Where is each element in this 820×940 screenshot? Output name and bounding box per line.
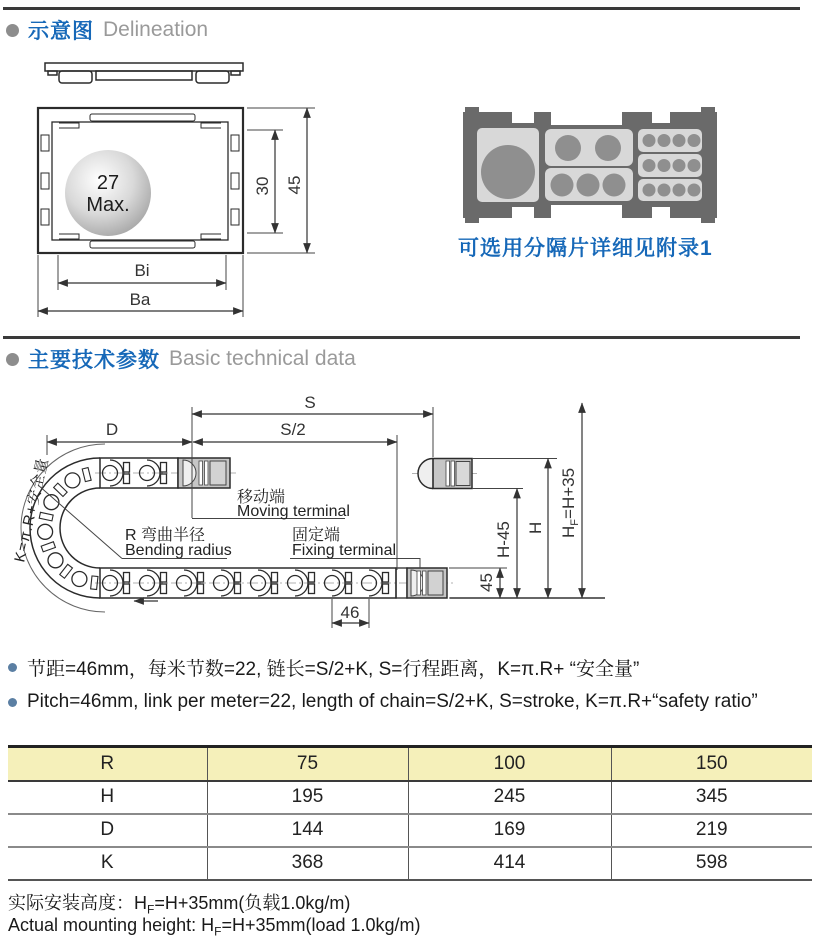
top-divider [3, 7, 800, 10]
table-cell: D [100, 819, 115, 840]
table-cell: 195 [207, 781, 408, 814]
table-header-cell: 75 [207, 747, 408, 781]
section1-bullet-icon [6, 24, 19, 37]
footer-note-en [8, 915, 421, 939]
note-bullet-icon [8, 698, 17, 707]
footer-zh-prefix: 实际安装高度：H [8, 893, 147, 913]
separator-caption: 可选用分隔片详细见附录1 [458, 237, 713, 260]
technical-data-table [8, 745, 812, 881]
bend-radius-label-en: Bending radius [125, 542, 232, 559]
chain-diagram [0, 385, 820, 645]
bend-radius-label-zh: R 弯曲半径 [125, 527, 206, 544]
dim-d-label: D [105, 420, 119, 439]
footer-zh-sub: F [147, 902, 155, 917]
dim-h-label: H [526, 521, 545, 534]
dim-s-label: S [304, 393, 316, 412]
dim-s-half-label: S/2 [280, 420, 306, 439]
end-bracket-drawing [418, 459, 472, 489]
table-cell: 169 [408, 814, 611, 847]
section1-header [6, 15, 208, 45]
table-row [8, 814, 812, 847]
footer-en-prefix: Actual mounting height: H [8, 915, 215, 935]
separator-illustration [455, 100, 745, 230]
cross-section-diagram [15, 55, 365, 325]
fixing-terminal-label-zh: 固定端 [292, 527, 341, 544]
section1-title-zh: 示意图 [28, 20, 94, 43]
k-formula-label: K=π.R+安全量 [11, 455, 52, 564]
table-cell: K [100, 852, 114, 873]
section1-title-en: Delineation [103, 18, 209, 41]
table-header-cell: 100 [408, 747, 611, 781]
section2-title-zh: 主要技术参数 [28, 349, 160, 372]
section2-divider [3, 336, 800, 339]
note-bullet-icon [8, 663, 17, 672]
table-header-row [8, 747, 812, 781]
table-header-cell: R [100, 752, 115, 774]
note-line-en: Pitch=46mm, link per meter=22, length of chain=S/2+K, S=stroke, K=π.R+“safety ratio” [27, 691, 758, 712]
table-cell: 368 [207, 847, 408, 880]
dim-h45-label: H-45 [494, 521, 513, 558]
dim-outer-height-label: 45 [285, 175, 304, 195]
table-row [8, 781, 812, 814]
table-cell: 414 [408, 847, 611, 880]
cover-strip-drawing [45, 63, 243, 83]
dim-hf-label: $H_F=H+35$ [559, 467, 581, 538]
note-line-zh: 节距=46mm，每米节数=22, 链长=S/2+K, S=行程距离，K=π.R+ “安全量” [27, 659, 640, 680]
fixing-terminal-label-en: Fixing terminal [292, 542, 397, 559]
dim-45-label: 45 [477, 573, 496, 592]
table-row [8, 847, 812, 880]
table-cell: H [100, 786, 115, 807]
dim-46-label: 46 [340, 603, 360, 622]
dim-inner-height-label: 30 [253, 176, 272, 196]
moving-terminal-label-en: Moving terminal [237, 503, 350, 520]
ball-diameter-value: 27 [96, 172, 120, 194]
dim-inner-width-label: Bi [134, 261, 150, 280]
moving-terminal-label-zh: 移动端 [237, 489, 286, 506]
table-cell: 345 [611, 781, 812, 814]
section2-title-en: Basic technical data [169, 347, 356, 370]
table-cell: 144 [207, 814, 408, 847]
table-cell: 219 [611, 814, 812, 847]
table-cell: 598 [611, 847, 812, 880]
footer-note-zh [8, 889, 350, 917]
footer-en-suffix: =H+35mm(load 1.0kg/m) [221, 915, 421, 935]
dim-outer-width-label: Ba [129, 290, 151, 309]
footer-zh-suffix: =H+35mm(负载1.0kg/m) [154, 893, 351, 913]
table-cell: 245 [408, 781, 611, 814]
fixing-terminal-block [407, 568, 447, 598]
ball-diameter-unit: Max. [86, 194, 130, 216]
table-header-cell: 150 [611, 747, 812, 781]
note-line-zh-row [8, 654, 639, 681]
section2-header [6, 344, 356, 374]
section2-bullet-icon [6, 353, 19, 366]
footer-en-sub: F [214, 924, 222, 939]
moving-terminal-block [178, 458, 230, 488]
note-line-en-row [8, 691, 758, 713]
